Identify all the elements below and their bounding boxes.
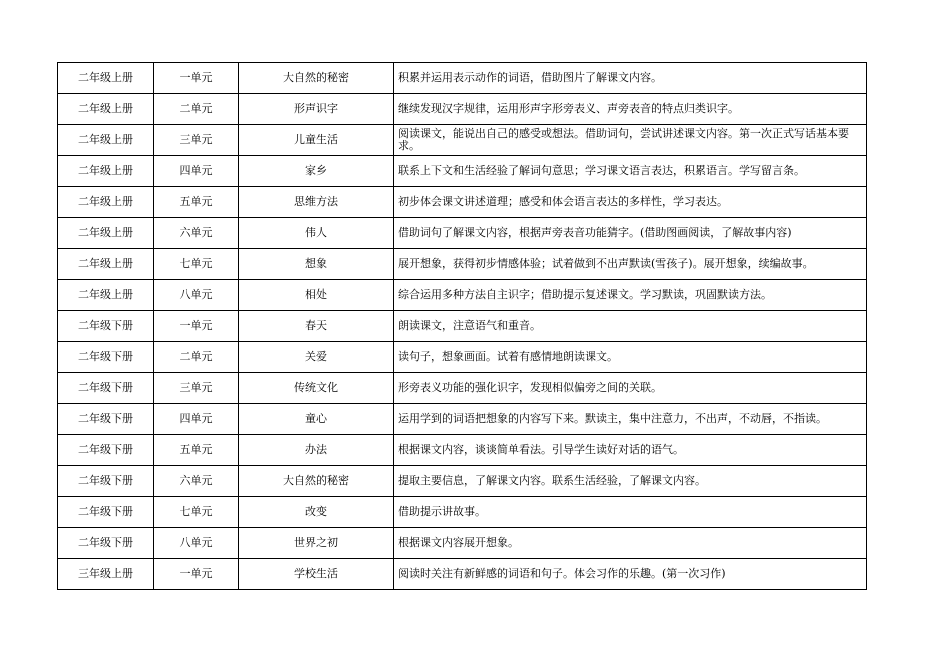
unit-cell: 五单元: [154, 187, 239, 218]
curriculum-table: [57, 62, 867, 590]
table-row: [58, 342, 867, 373]
grade-cell: 二年级下册: [58, 373, 154, 404]
unit-cell: 七单元: [154, 497, 239, 528]
grade-cell: 二年级下册: [58, 404, 154, 435]
theme-cell: 传统文化: [239, 373, 394, 404]
table-row: [58, 435, 867, 466]
table-row: [58, 404, 867, 435]
grade-cell: 二年级下册: [58, 497, 154, 528]
theme-cell: 大自然的秘密: [239, 466, 394, 497]
theme-cell: 春天: [239, 311, 394, 342]
grade-cell: 二年级上册: [58, 280, 154, 311]
theme-cell: 大自然的秘密: [239, 63, 394, 94]
goal-cell: 读句子，想象画面。试着有感情地朗读课文。: [394, 342, 867, 373]
unit-cell: 二单元: [154, 342, 239, 373]
table-row: [58, 218, 867, 249]
theme-cell: 想象: [239, 249, 394, 280]
grade-cell: 二年级下册: [58, 528, 154, 559]
grade-cell: 二年级上册: [58, 187, 154, 218]
goal-cell: 阅读时关注有新鲜感的词语和句子。体会习作的乐趣。(第一次习作): [394, 559, 867, 590]
grade-cell: 二年级上册: [58, 218, 154, 249]
goal-cell: 展开想象，获得初步情感体验；试着做到不出声默读(雪孩子)。展开想象，续编故事。: [394, 249, 867, 280]
theme-cell: 关爱: [239, 342, 394, 373]
goal-cell: 继续发现汉字规律，运用形声字形旁表义、声旁表音的特点归类识字。: [394, 94, 867, 125]
grade-cell: 二年级下册: [58, 342, 154, 373]
unit-cell: 六单元: [154, 218, 239, 249]
theme-cell: 学校生活: [239, 559, 394, 590]
theme-cell: 伟人: [239, 218, 394, 249]
theme-cell: 童心: [239, 404, 394, 435]
table-row: [58, 125, 867, 156]
table-row: [58, 156, 867, 187]
unit-cell: 四单元: [154, 404, 239, 435]
goal-cell: 借助提示讲故事。: [394, 497, 867, 528]
unit-cell: 一单元: [154, 63, 239, 94]
theme-cell: 世界之初: [239, 528, 394, 559]
unit-cell: 七单元: [154, 249, 239, 280]
goal-cell: 综合运用多种方法自主识字；借助提示复述课文。学习默读，巩固默读方法。: [394, 280, 867, 311]
table-row: [58, 280, 867, 311]
goal-cell: 形旁表义功能的强化识字，发现相似偏旁之间的关联。: [394, 373, 867, 404]
goal-cell: 初步体会课文讲述道理；感受和体会语言表达的多样性，学习表达。: [394, 187, 867, 218]
goal-cell: 联系上下文和生活经验了解词句意思；学习课文语言表达，积累语言。学写留言条。: [394, 156, 867, 187]
theme-cell: 家乡: [239, 156, 394, 187]
unit-cell: 五单元: [154, 435, 239, 466]
goal-cell: 运用学到的词语把想象的内容写下来。默读主，集中注意力，不出声，不动唇，不指读。: [394, 404, 867, 435]
goal-cell: 借助词句了解课文内容，根据声旁表音功能猜字。(借助图画阅读，了解故事内容): [394, 218, 867, 249]
table-row: [58, 249, 867, 280]
table-row: [58, 63, 867, 94]
grade-cell: 二年级上册: [58, 249, 154, 280]
unit-cell: 二单元: [154, 94, 239, 125]
grade-cell: 二年级上册: [58, 125, 154, 156]
table-row: [58, 373, 867, 404]
unit-cell: 八单元: [154, 528, 239, 559]
unit-cell: 八单元: [154, 280, 239, 311]
grade-cell: 二年级下册: [58, 466, 154, 497]
unit-cell: 六单元: [154, 466, 239, 497]
table-row: [58, 466, 867, 497]
grade-cell: 二年级上册: [58, 94, 154, 125]
table-row: [58, 559, 867, 590]
unit-cell: 一单元: [154, 559, 239, 590]
theme-cell: 形声识字: [239, 94, 394, 125]
goal-cell: 根据课文内容，谈谈简单看法。引导学生读好对话的语气。: [394, 435, 867, 466]
unit-cell: 四单元: [154, 156, 239, 187]
grade-cell: 二年级下册: [58, 435, 154, 466]
grade-cell: 三年级上册: [58, 559, 154, 590]
table-row: [58, 94, 867, 125]
table-row: [58, 497, 867, 528]
curriculum-table-body: [58, 63, 867, 590]
goal-cell: 阅读课文，能说出自己的感受或想法。借助词句，尝试讲述课文内容。第一次正式写话基本要求。: [394, 125, 867, 156]
theme-cell: 儿童生活: [239, 125, 394, 156]
table-row: [58, 528, 867, 559]
grade-cell: 二年级下册: [58, 311, 154, 342]
unit-cell: 三单元: [154, 125, 239, 156]
theme-cell: 相处: [239, 280, 394, 311]
theme-cell: 办法: [239, 435, 394, 466]
unit-cell: 三单元: [154, 373, 239, 404]
theme-cell: 思维方法: [239, 187, 394, 218]
goal-cell: 提取主要信息，了解课文内容。联系生活经验，了解课文内容。: [394, 466, 867, 497]
unit-cell: 一单元: [154, 311, 239, 342]
grade-cell: 二年级上册: [58, 63, 154, 94]
goal-cell: 根据课文内容展开想象。: [394, 528, 867, 559]
grade-cell: 二年级上册: [58, 156, 154, 187]
theme-cell: 改变: [239, 497, 394, 528]
goal-cell: 积累并运用表示动作的词语，借助图片了解课文内容。: [394, 63, 867, 94]
goal-cell: 朗读课文，注意语气和重音。: [394, 311, 867, 342]
table-row: [58, 311, 867, 342]
table-row: [58, 187, 867, 218]
